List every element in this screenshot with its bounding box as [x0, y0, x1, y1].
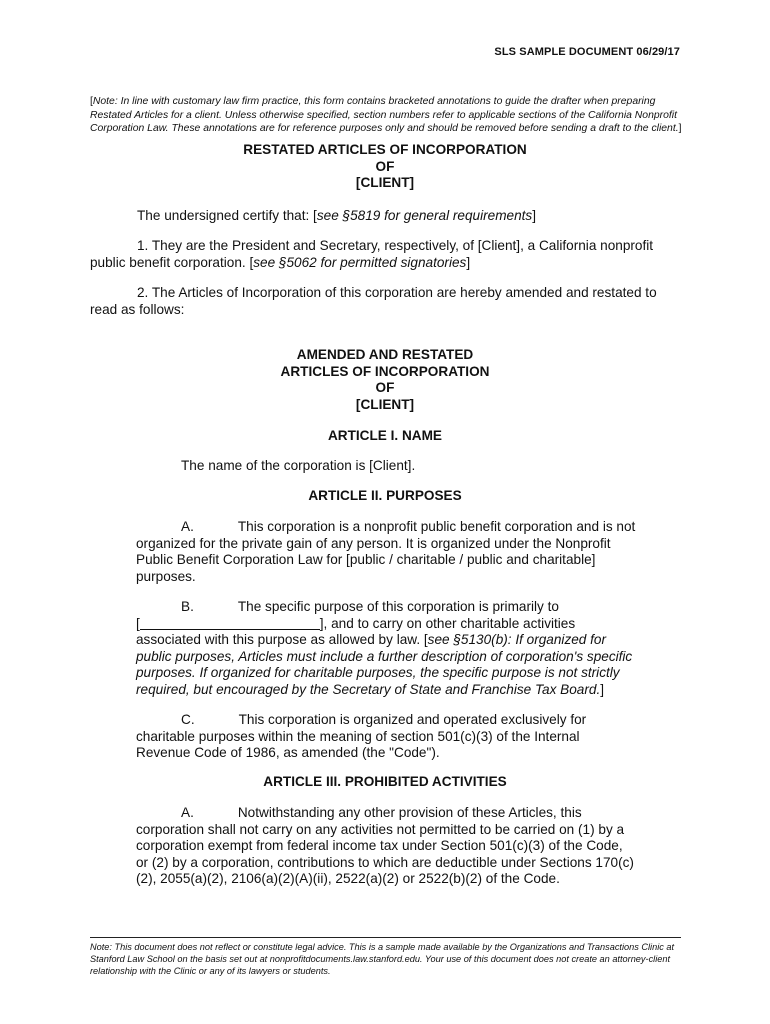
article-2-b-label: B.	[181, 599, 194, 614]
article-2-heading: ARTICLE II. PURPOSES	[308, 488, 462, 503]
certify-paragraph	[137, 208, 697, 225]
fill-in-blank-line	[140, 617, 320, 630]
article-1-text: The name of the corporation is [Client].	[181, 458, 416, 473]
article-2-section-a	[136, 519, 636, 585]
certify-close: ]	[532, 208, 536, 223]
article-3-heading: ARTICLE III. PROHIBITED ACTIVITIES	[263, 774, 507, 789]
title-line-3: [CLIENT]	[355, 175, 415, 190]
amended-title-line-4: [CLIENT]	[355, 396, 415, 412]
article-3-a-text: Notwithstanding any other provision of these Articles, this corporation shall not carry on any activities not permitted to be carried on (1) by a corporation exempt from federal income tax under Section 501(c)(3) of the Code, or (2) by a corporation, contributions to which are deductible under Sections 170(c)(2), 2055(a)(2), 2106(a)(2)(A)(ii), 2522(a)(2) or 2522(b)(2) of the Code.	[136, 805, 634, 886]
certify-note: see §5819 for general requirements	[316, 208, 533, 223]
paragraph-1-note: see §5062 for permitted signatories	[253, 254, 467, 270]
footer-disclaimer: Note: This document does not reflect or constitute legal advice. This is a sample made available by the Organizations and Transactions Clinic at Stanford Law School on the basis set out at nonprofitdocuments.law.stanford.edu. Your use of this document does not create an attorney-client relationship with the Clinic or any of its lawyers or students.	[90, 942, 675, 976]
article-2-b-note: see §5130(b): If organized for public purposes, Articles must include a further description of corporation's specific purposes. If organized for charitable purposes, the specific purpose is not strictly required, but encouraged by the Secretary of State and Franchise Tax Board.	[136, 632, 633, 697]
article-3-a-label: A.	[181, 805, 194, 820]
paragraph-1	[90, 238, 682, 271]
article-2-b-text-1: The specific purpose of this corporation is primarily to	[237, 599, 559, 614]
article-2-a-text: This corporation is a nonprofit public benefit corporation and is not organized for the private gain of any person. It is organized under the Nonprofit Public Benefit Corporation Law for [public / charitable / public and charitable] purposes.	[136, 519, 636, 584]
article-2-c-text: This corporation is organized and operated exclusively for charitable purposes within the meaning of section 501(c)(3) of the Internal Revenue Code of 1986, as amended (the "Code").	[136, 712, 587, 760]
article-1-heading: ARTICLE I. NAME	[327, 428, 443, 443]
article-3-section-a	[136, 805, 636, 888]
article-2-section-c	[136, 712, 636, 762]
article-2-b-close: ]	[600, 681, 605, 697]
amended-title-line-1: AMENDED AND RESTATED	[296, 347, 474, 362]
drafting-note-text: Note: In line with customary law firm practice, this form contains bracketed annotations to guide the drafter when preparing Restated Articles for a client. Unless otherwise specified, section numbers refer to applicable sections of the California Nonprofit Corporation Law. These annotations are for reference purposes only and should be removed before sending a draft to the client.	[90, 96, 679, 134]
article-2-b-bracket-open: [	[136, 615, 140, 631]
title-line-2: OF	[375, 158, 395, 174]
article-2-section-b	[136, 599, 636, 698]
drafting-note	[90, 95, 690, 136]
title-line-1: RESTATED ARTICLES OF INCORPORATION	[243, 142, 527, 157]
document-header-label: SLS SAMPLE DOCUMENT 06/29/17	[494, 46, 680, 58]
article-2-c-label: C.	[181, 712, 195, 727]
paragraph-1-text: 1. They are the President and Secretary, respectively, of [Client], a California nonprofit public benefit corporation. [	[90, 238, 654, 270]
document-title	[0, 142, 770, 192]
article-2-b-text-2: ], and to carry on other charitable activities associated with this purpose as allowed by law. [	[136, 615, 576, 647]
amended-title-line-3: OF	[375, 380, 395, 395]
paragraph-2: 2. The Articles of Incorporation of this corporation are hereby amended and restated to read as follows:	[90, 285, 657, 317]
amended-title-line-2: ARTICLES OF INCORPORATION	[280, 363, 490, 379]
paragraph-1-close: ]	[466, 254, 471, 270]
footer-divider	[90, 937, 681, 938]
article-2-a-label: A.	[181, 519, 194, 534]
amended-title	[0, 347, 770, 413]
certify-text: The undersigned certify that: [	[137, 208, 317, 223]
drafting-note-open: [	[90, 96, 93, 107]
drafting-note-close: ]	[678, 123, 682, 134]
